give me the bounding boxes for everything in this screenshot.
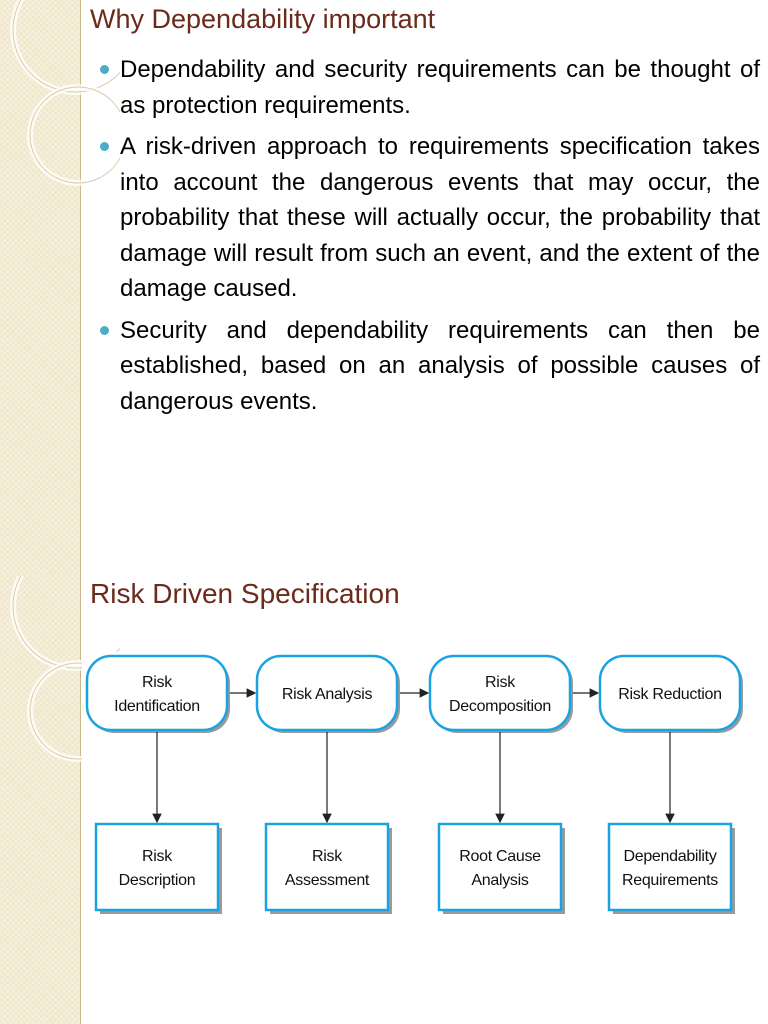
bullet-dot-icon (100, 326, 109, 335)
process-node-label: Risk Identification (114, 674, 200, 715)
bullet-item (100, 52, 760, 123)
slide-title: Why Dependability important (90, 4, 436, 34)
process-node-label: Risk Reduction (618, 686, 722, 703)
process-node-label: Risk Decomposition (449, 674, 551, 715)
output-node (609, 824, 731, 910)
output-node (439, 824, 561, 910)
output-node-label: Risk Description (118, 848, 196, 889)
output-node-label: Dependability Requirements (621, 848, 719, 889)
output-node (266, 824, 388, 910)
bullet-item (100, 313, 760, 420)
bullet-text: A risk-driven approach to requirements specification takes into account the dangerous events that may occur, the probability that these will actually occur, the probability that damage will result from such an event, and the extent of the damage caused. (120, 133, 760, 302)
output-node-label: Root Cause Analysis (459, 848, 541, 889)
bullet-text: Security and dependability requirements can then be established, based on an analysis of possible causes of dangerous events. (120, 316, 760, 415)
process-node (87, 656, 227, 730)
output-node-label: Risk Assessment (284, 848, 370, 889)
bullet-dot-icon (100, 142, 109, 151)
bullet-list (100, 52, 760, 425)
risk-process-svg (82, 652, 758, 948)
process-node-label: Risk Analysis (281, 686, 373, 703)
slide-risk-driven-specification (0, 576, 768, 1024)
output-node (96, 824, 218, 910)
bullet-dot-icon (100, 65, 109, 74)
bullet-text: Dependability and security requirements can be thought of as protection requirements. (120, 56, 760, 119)
process-node (430, 656, 570, 730)
risk-process-diagram (82, 652, 758, 948)
slide-title: Risk Driven Specification (90, 578, 400, 609)
bullet-item (100, 129, 760, 307)
